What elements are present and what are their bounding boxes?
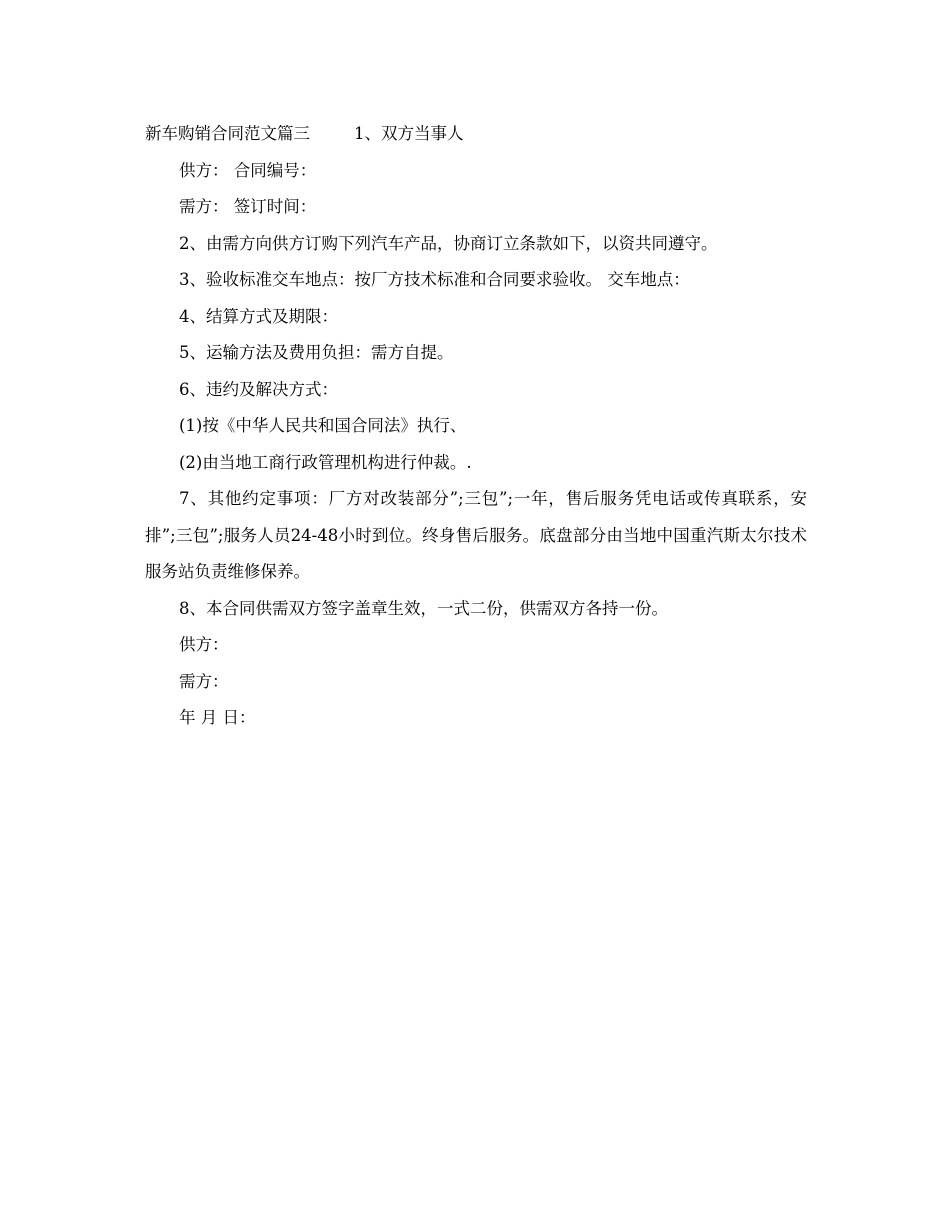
supplier-contract-number: 供方： 合同编号： — [179, 160, 317, 180]
clause-7: 7、其他约定事项：厂方对改装部分”;三包”;一年，售后服务凭电话或传真联系，安排”;三包”;服务人员24-48小时到位。终身售后服务。底盘部分由当地中国重汽斯太尔技术服务站负责维修保养。 — [145, 489, 807, 581]
signature-buyer: 需方： — [179, 671, 229, 691]
clause-6-item-1: (1)按《中华人民共和国合同法》执行、 — [179, 416, 467, 435]
document-body — [145, 116, 807, 737]
heading-line — [145, 116, 807, 153]
clause-3: 3、验收标准交车地点：按厂方技术标准和合同要求验收。 交车地点： — [179, 270, 690, 289]
buyer-sign-date: 需方： 签订时间： — [179, 197, 317, 216]
clause-6-item-2: (2)由当地工商行政管理机构进行仲裁。. — [179, 452, 472, 472]
clause-8: 8、本合同供需双方签字盖章生效，一式二份，供需双方各持一份。 — [179, 598, 668, 618]
clause-1-parties: 1、双方当事人 — [354, 124, 464, 143]
clause-6: 6、违约及解决方式： — [179, 379, 338, 399]
clause-4: 4、结算方式及期限： — [179, 306, 338, 326]
signature-supplier: 供方： — [179, 635, 229, 654]
clause-5: 5、运输方法及费用负担：需方自提。 — [179, 343, 454, 362]
document-title: 新车购销合同范文篇三 — [145, 124, 310, 143]
signature-date: 年 月 日： — [179, 708, 256, 727]
clause-2: 2、由需方向供方订购下列汽车产品，协商订立条款如下，以资共同遵守。 — [179, 233, 718, 253]
